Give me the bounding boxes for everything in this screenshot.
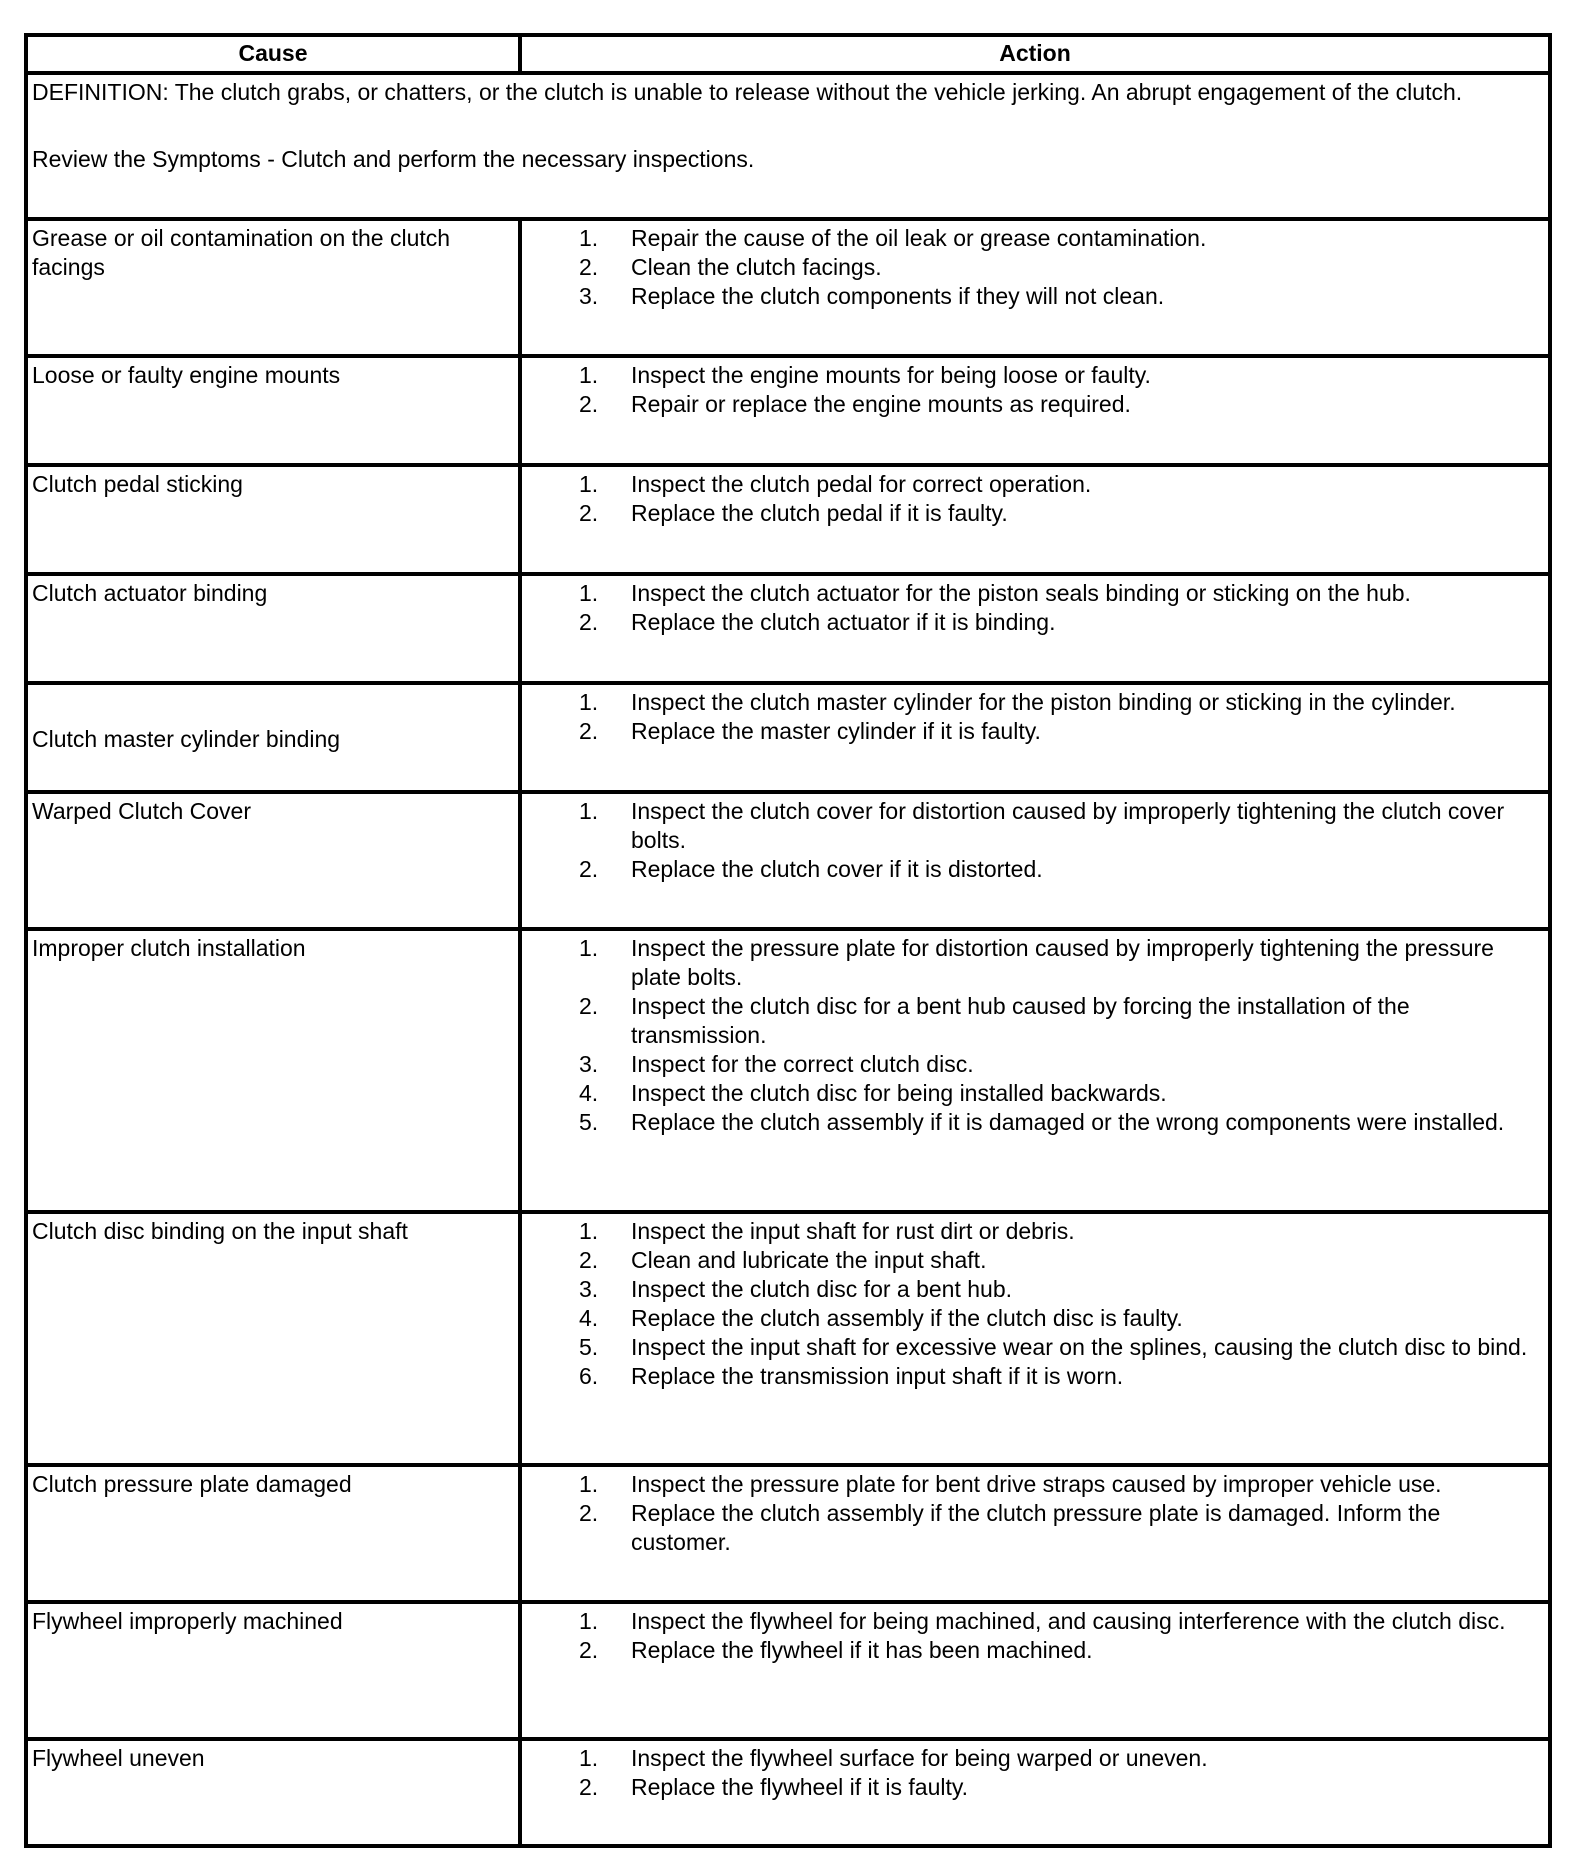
action-cell <box>520 356 1550 465</box>
action-cell <box>520 1465 1550 1602</box>
action-list <box>526 1744 1544 1802</box>
action-cell <box>520 465 1550 574</box>
step-text: Inspect for the correct clutch disc. <box>631 1051 974 1077</box>
step-number: 3. <box>579 1051 599 1077</box>
table-row <box>26 1739 1550 1846</box>
step-text: Repair or replace the engine mounts as required. <box>631 391 1131 417</box>
table-row <box>26 1212 1550 1465</box>
step-text: Inspect the input shaft for excessive wear on the splines, causing the clutch disc to bind. <box>631 1334 1528 1360</box>
step-text: Clean the clutch facings. <box>631 254 882 280</box>
action-list <box>526 579 1544 637</box>
action-step <box>526 934 1544 992</box>
action-step <box>526 1246 1544 1275</box>
action-step <box>526 1773 1544 1802</box>
table-row <box>26 1465 1550 1602</box>
step-text: Inspect the clutch master cylinder for the piston binding or sticking in the cylinder. <box>631 689 1456 715</box>
step-number: 3. <box>579 1276 599 1302</box>
step-text: Inspect the flywheel surface for being warped or uneven. <box>631 1745 1208 1771</box>
action-list <box>526 361 1544 419</box>
step-text: Replace the clutch assembly if the clutch pressure plate is damaged. Inform the customer. <box>631 1500 1441 1555</box>
step-number: 2. <box>579 1500 599 1526</box>
action-step <box>526 797 1544 855</box>
step-number: 1. <box>579 225 599 251</box>
action-step <box>526 1607 1544 1636</box>
action-step <box>526 579 1544 608</box>
action-step <box>526 1108 1544 1137</box>
action-step <box>526 1050 1544 1079</box>
action-list <box>526 470 1544 528</box>
table-row <box>26 356 1550 465</box>
action-cell <box>520 929 1550 1212</box>
action-cell <box>520 219 1550 356</box>
table-row <box>26 219 1550 356</box>
header-row <box>26 35 1550 73</box>
step-text: Inspect the input shaft for rust dirt or debris. <box>631 1218 1075 1244</box>
action-cell <box>520 1212 1550 1465</box>
cause-cell: Loose or faulty engine mounts <box>26 356 520 465</box>
action-step <box>526 1470 1544 1499</box>
step-number: 2. <box>579 254 599 280</box>
cause-cell: Clutch disc binding on the input shaft <box>26 1212 520 1465</box>
step-text: Inspect the clutch disc for being installed backwards. <box>631 1080 1167 1106</box>
action-list <box>526 1217 1544 1391</box>
step-text: Inspect the clutch pedal for correct operation. <box>631 471 1092 497</box>
diagnostic-table <box>24 33 1552 1848</box>
step-number: 2. <box>579 609 599 635</box>
step-number: 1. <box>579 689 599 715</box>
action-list <box>526 934 1544 1137</box>
step-text: Inspect the engine mounts for being loose or faulty. <box>631 362 1151 388</box>
step-text: Inspect the clutch disc for a bent hub. <box>631 1276 1013 1302</box>
action-cell <box>520 1739 1550 1846</box>
action-cell <box>520 1602 1550 1739</box>
step-number: 1. <box>579 362 599 388</box>
action-cell <box>520 683 1550 792</box>
step-text: Inspect the clutch actuator for the piston seals binding or sticking on the hub. <box>631 580 1411 606</box>
step-number: 2. <box>579 391 599 417</box>
step-number: 4. <box>579 1080 599 1106</box>
action-step <box>526 470 1544 499</box>
step-text: Repair the cause of the oil leak or grease contamination. <box>631 225 1207 251</box>
step-number: 6. <box>579 1363 599 1389</box>
action-step <box>526 992 1544 1050</box>
step-number: 2. <box>579 856 599 882</box>
step-number: 1. <box>579 471 599 497</box>
action-step <box>526 224 1544 253</box>
action-step <box>526 688 1544 717</box>
step-number: 2. <box>579 993 599 1019</box>
action-step <box>526 1304 1544 1333</box>
action-step <box>526 282 1544 311</box>
step-number: 2. <box>579 500 599 526</box>
step-number: 1. <box>579 580 599 606</box>
action-step <box>526 1333 1544 1362</box>
cause-cell: Warped Clutch Cover <box>26 792 520 929</box>
step-number: 5. <box>579 1334 599 1360</box>
cause-cell: Clutch master cylinder binding <box>26 683 520 792</box>
step-number: 1. <box>579 935 599 961</box>
step-text: Replace the clutch components if they will not clean. <box>631 283 1165 309</box>
step-text: Inspect the pressure plate for bent drive straps caused by improper vehicle use. <box>631 1471 1442 1497</box>
action-step <box>526 1636 1544 1665</box>
cause-cell: Clutch pedal sticking <box>26 465 520 574</box>
step-number: 5. <box>579 1109 599 1135</box>
step-number: 3. <box>579 283 599 309</box>
action-step <box>526 1217 1544 1246</box>
step-number: 4. <box>579 1305 599 1331</box>
cause-cell: Improper clutch installation <box>26 929 520 1212</box>
cause-cell: Clutch actuator binding <box>26 574 520 683</box>
step-text: Replace the flywheel if it is faulty. <box>631 1774 969 1800</box>
step-number: 1. <box>579 798 599 824</box>
definition-cell <box>26 73 1550 219</box>
table-row <box>26 574 1550 683</box>
step-text: Replace the master cylinder if it is faulty. <box>631 718 1041 744</box>
step-text: Inspect the clutch cover for distortion caused by improperly tightening the clutch cover bolts. <box>631 798 1505 853</box>
action-step <box>526 361 1544 390</box>
step-text: Replace the clutch assembly if the clutch disc is faulty. <box>631 1305 1183 1331</box>
step-text: Replace the transmission input shaft if it is worn. <box>631 1363 1124 1389</box>
definition-text: DEFINITION: The clutch grabs, or chatters, or the clutch is unable to release without the vehicle jerking. An abrupt engagement of the clutch. <box>32 79 1463 105</box>
step-number: 2. <box>579 718 599 744</box>
cause-cell: Clutch pressure plate damaged <box>26 1465 520 1602</box>
step-number: 2. <box>579 1774 599 1800</box>
cause-cell: Flywheel uneven <box>26 1739 520 1846</box>
cause-cell: Grease or oil contamination on the clutch facings <box>26 219 520 356</box>
cause-cell: Flywheel improperly machined <box>26 1602 520 1739</box>
action-step <box>526 1499 1544 1557</box>
action-list <box>526 688 1544 746</box>
step-text: Replace the clutch actuator if it is binding. <box>631 609 1056 635</box>
action-list <box>526 1470 1544 1557</box>
action-step <box>526 1079 1544 1108</box>
action-list <box>526 224 1544 311</box>
table-row <box>26 683 1550 792</box>
review-symptoms-text: Review the Symptoms - Clutch and perform the necessary inspections. <box>32 146 755 172</box>
action-list <box>526 797 1544 884</box>
cause-column-header: Cause <box>26 35 520 73</box>
table-row <box>26 465 1550 574</box>
step-number: 2. <box>579 1637 599 1663</box>
action-list <box>526 1607 1544 1665</box>
step-text: Replace the clutch cover if it is distorted. <box>631 856 1043 882</box>
action-step <box>526 1362 1544 1391</box>
step-text: Replace the clutch pedal if it is faulty. <box>631 500 1008 526</box>
step-text: Clean and lubricate the input shaft. <box>631 1247 987 1273</box>
table-row <box>26 792 1550 929</box>
definition-row <box>26 73 1550 219</box>
diagnostic-table-container <box>24 33 1548 1848</box>
action-cell <box>520 792 1550 929</box>
step-number: 2. <box>579 1247 599 1273</box>
step-number: 1. <box>579 1608 599 1634</box>
action-step <box>526 253 1544 282</box>
table-row <box>26 1602 1550 1739</box>
step-text: Inspect the flywheel for being machined, and causing interference with the clutch disc. <box>631 1608 1506 1634</box>
action-step <box>526 390 1544 419</box>
step-text: Replace the flywheel if it has been machined. <box>631 1637 1093 1663</box>
step-text: Inspect the pressure plate for distortion caused by improperly tightening the pressure plate bolts. <box>631 935 1494 990</box>
step-number: 1. <box>579 1471 599 1497</box>
action-step <box>526 608 1544 637</box>
action-cell <box>520 574 1550 683</box>
step-text: Inspect the clutch disc for a bent hub caused by forcing the installation of the transmission. <box>631 993 1410 1048</box>
action-step <box>526 1275 1544 1304</box>
step-number: 1. <box>579 1218 599 1244</box>
action-step <box>526 1744 1544 1773</box>
action-step <box>526 499 1544 528</box>
action-step <box>526 855 1544 884</box>
action-column-header: Action <box>520 35 1550 73</box>
action-step <box>526 717 1544 746</box>
step-number: 1. <box>579 1745 599 1771</box>
step-text: Replace the clutch assembly if it is damaged or the wrong components were installed. <box>631 1109 1505 1135</box>
table-row <box>26 929 1550 1212</box>
